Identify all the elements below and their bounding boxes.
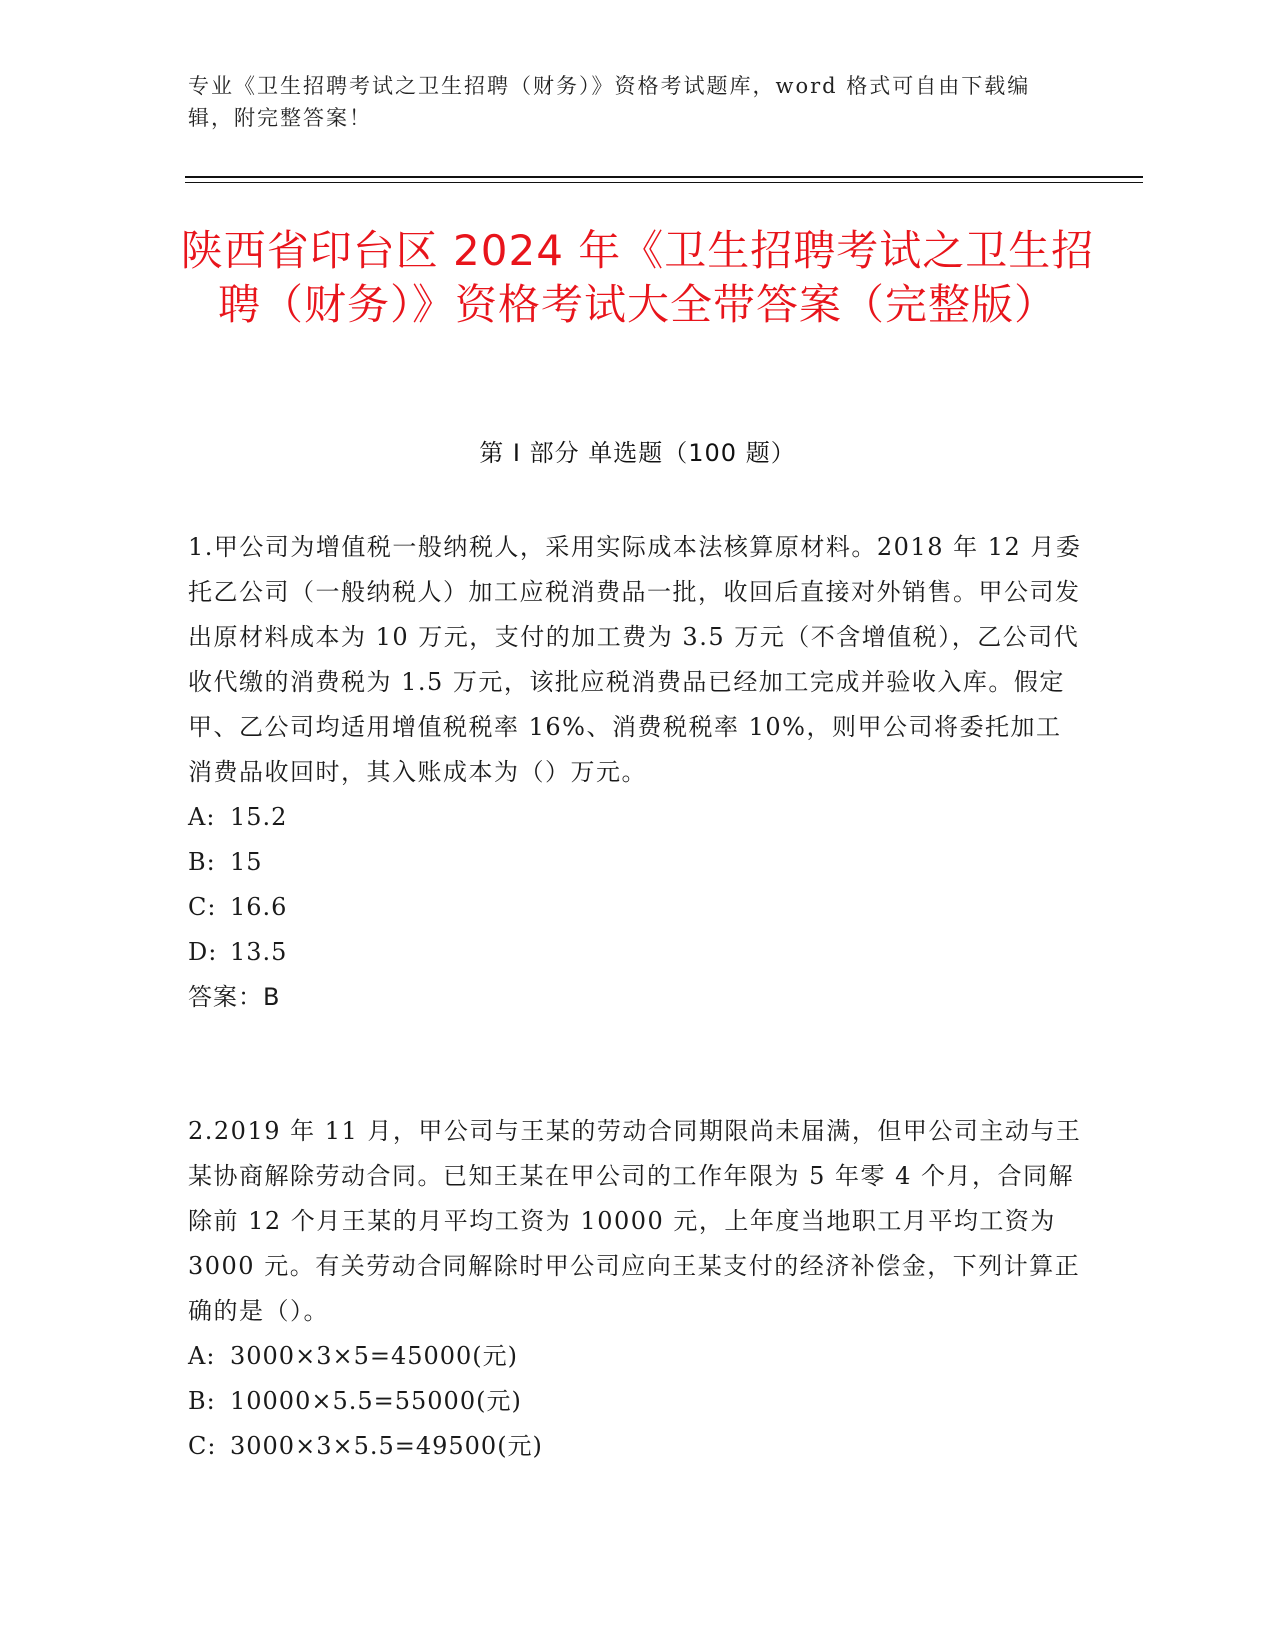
option-a [188, 795, 1083, 840]
option-a [188, 1334, 1083, 1379]
option-letter: B: [188, 1387, 216, 1415]
option-value: 15.2 [230, 803, 288, 831]
option-b [188, 1379, 1083, 1424]
option-letter: B: [188, 848, 216, 876]
option-c [188, 1424, 1083, 1469]
option-value: 10000×5.5=55000(元) [230, 1387, 522, 1415]
header-note: 专业《卫生招聘考试之卫生招聘（财务）》资格考试题库，word 格式可自由下载编辑，附完整答案！ [188, 74, 1031, 130]
option-letter: C: [188, 1432, 217, 1460]
option-d [188, 930, 1083, 975]
option-value: 13.5 [230, 938, 288, 966]
header-divider-thick [185, 176, 1143, 178]
option-letter: D: [188, 938, 218, 966]
option-letter: A: [188, 803, 216, 831]
option-c [188, 885, 1083, 930]
option-value: 16.6 [230, 893, 288, 921]
section-heading: 第 I 部分 单选题（100 题） [479, 439, 796, 467]
option-b [188, 840, 1083, 885]
question-text: 1.甲公司为增值税一般纳税人，采用实际成本法核算原材料。2018 年 12 月委托乙公司（一般纳税人）加工应税消费品一批，收回后直接对外销售。甲公司发出原材料成本为 10 万元，支付的加工费为 3.5 万元（不含增值税），乙公司代收代缴的消费税为 1.5 万元，该批应税消费品已经加工完成并验收入库。假定甲、乙公司均适用增值税税率 16%、消费税税率 10%，则甲公司将委托加工消费品收回时，其入账成本为（）万元。 [188, 533, 1082, 786]
question-text: 2.2019 年 11 月，甲公司与王某的劳动合同期限尚未届满，但甲公司主动与王某协商解除劳动合同。已知王某在甲公司的工作年限为 5 年零 4 个月，合同解除前 12 个月王某的月平均工资为 10000 元，上年度当地职工月平均工资为 3000 元。有关劳动合同解除时甲公司应向王某支付的经济补偿金，下列计算正确的是（）。 [188, 1117, 1082, 1325]
question-2 [188, 1109, 1083, 1469]
option-letter: A: [188, 1342, 216, 1370]
option-letter: C: [188, 893, 217, 921]
option-value: 3000×3×5=45000(元) [230, 1342, 519, 1370]
document-title: 陕西省印台区 2024 年《卫生招聘考试之卫生招聘（财务）》资格考试大全带答案（完整版） [180, 226, 1095, 329]
question-1 [188, 525, 1083, 1020]
answer-line: 答案：B [188, 983, 281, 1011]
option-value: 3000×3×5.5=49500(元) [230, 1432, 543, 1460]
header-divider-thin [185, 182, 1143, 183]
option-value: 15 [230, 848, 263, 876]
